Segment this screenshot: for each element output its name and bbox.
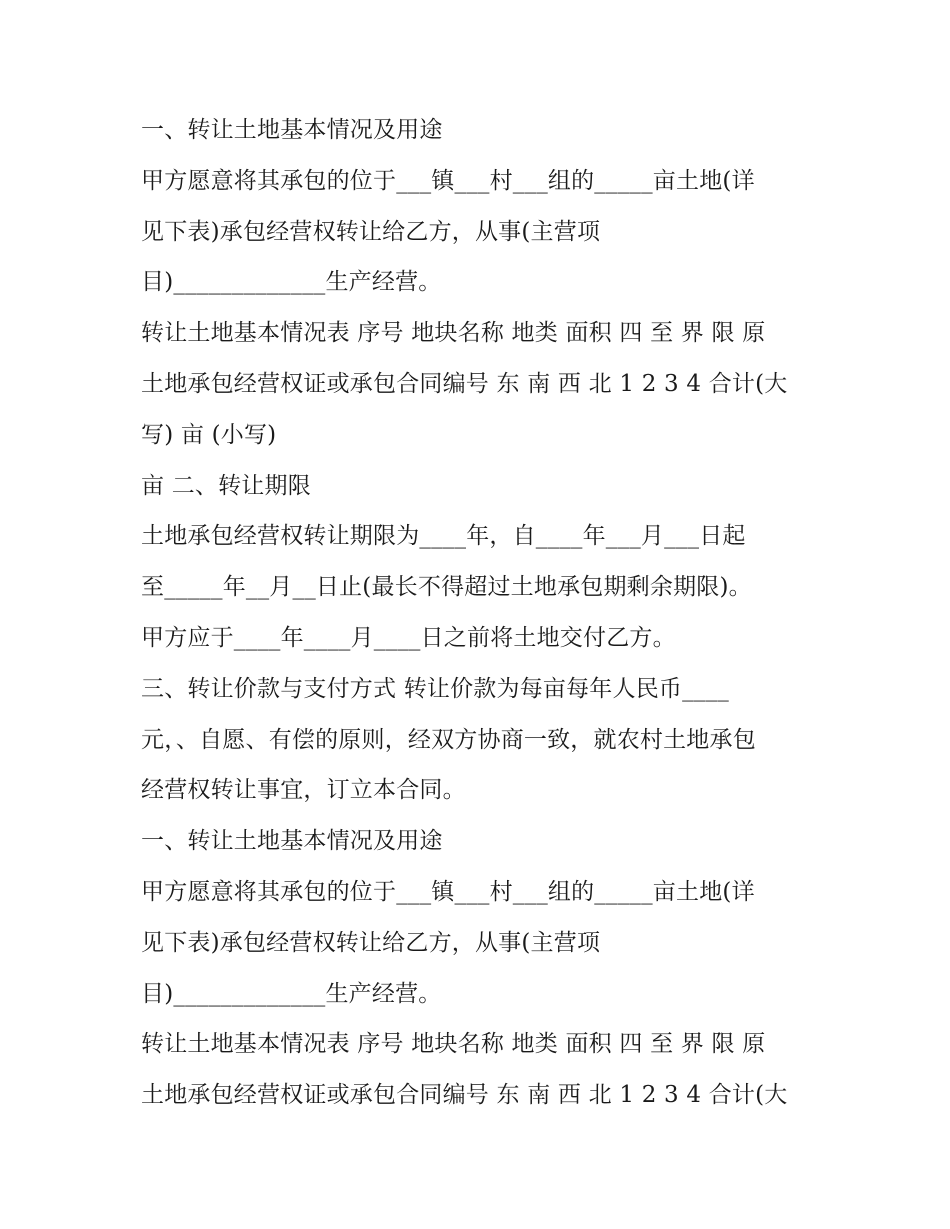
paragraph-line: 甲方应于____年____月____日之前将土地交付乙方。 bbox=[141, 624, 676, 651]
table-header-line: 转让土地基本情况表 序号 地块名称 地类 面积 四 至 界 限 原 bbox=[141, 1031, 766, 1058]
section-heading-term: 亩 二、转让期限 bbox=[141, 472, 311, 499]
section-heading-land-info: 一、转让土地基本情况及用途 bbox=[141, 828, 443, 855]
paragraph-line: 元，、自愿、有偿的原则，经双方协商一致，就农村土地承包 bbox=[141, 726, 756, 753]
paragraph-line: 目)_____________生产经营。 bbox=[141, 980, 442, 1007]
paragraph-line: 甲方愿意将其承包的位于___镇___村___组的_____亩土地(详 bbox=[141, 167, 755, 194]
paragraph-line: 至_____年__月__日止(最长不得超过土地承包期剩余期限)。 bbox=[141, 574, 752, 601]
paragraph-line: 经营权转让事宜，订立本合同。 bbox=[141, 777, 466, 804]
table-header-line: 土地承包经营权证或承包合同编号 东 南 西 北 1 2 3 4 合计(大 bbox=[141, 370, 788, 397]
paragraph-line: 见下表)承包经营权转让给乙方，从事(主营项 bbox=[141, 929, 601, 956]
document-body bbox=[141, 110, 821, 1126]
section-heading-land-info: 一、转让土地基本情况及用途 bbox=[141, 117, 443, 143]
section-heading-price: 三、转让价款与支付方式 转让价款为每亩每年人民币____ bbox=[141, 675, 729, 702]
paragraph-line: 土地承包经营权转让期限为____年，自____年___月___日起 bbox=[141, 523, 746, 550]
table-header-line: 土地承包经营权证或承包合同编号 东 南 西 北 1 2 3 4 合计(大 bbox=[141, 1082, 788, 1109]
paragraph-line: 见下表)承包经营权转让给乙方，从事(主营项 bbox=[141, 218, 601, 245]
paragraph-line: 甲方愿意将其承包的位于___镇___村___组的_____亩土地(详 bbox=[141, 878, 755, 905]
table-header-line: 转让土地基本情况表 序号 地块名称 地类 面积 四 至 界 限 原 bbox=[141, 320, 766, 347]
table-header-line: 写) 亩 (小写) bbox=[141, 421, 277, 448]
paragraph-line: 目)_____________生产经营。 bbox=[141, 269, 442, 296]
